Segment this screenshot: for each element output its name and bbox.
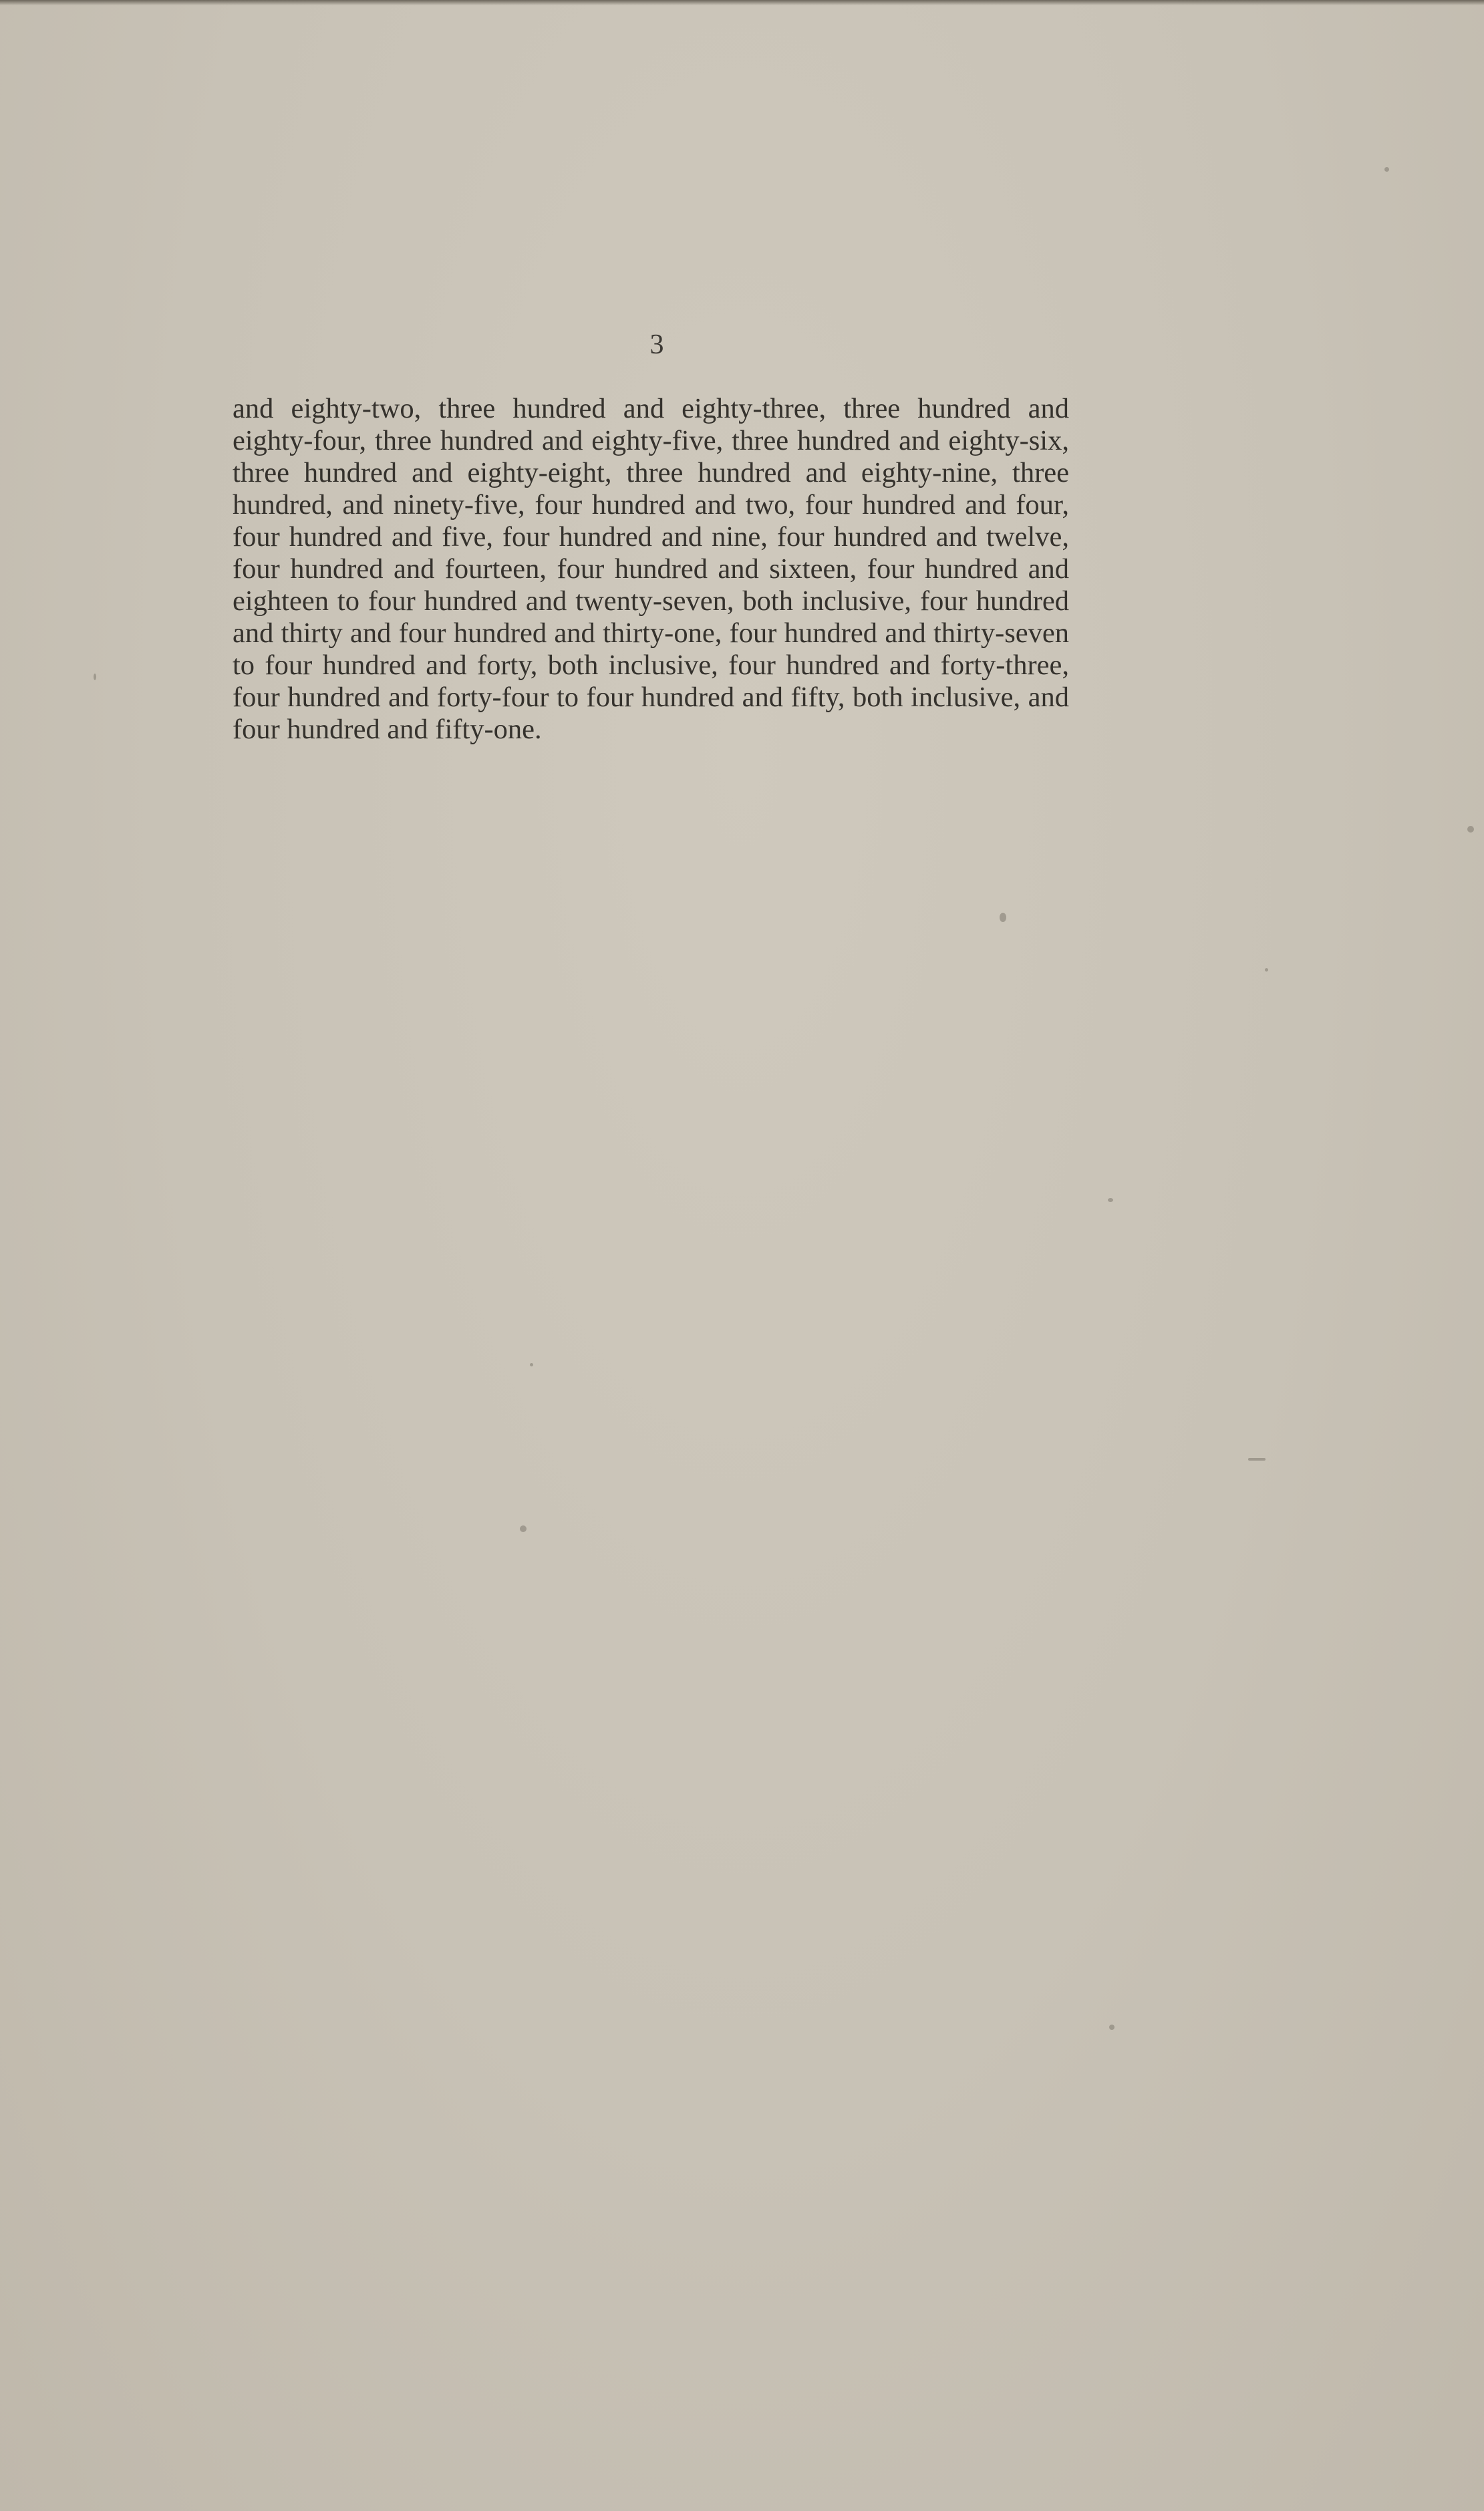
body-paragraph: and eighty-two, three hundred and eighty-three, three hundred and eighty-four, three hundred and eighty-five, three hundred and eighty-six, three hundred and eighty-eight, three hundred and eighty-nine, three hundred, and ninety-five, four hundred and two, four hundred and four, four hundred and five, four hundred and nine, four hundred and twelve, four hundred and fourteen, four hundred and sixteen, four hundred and eighteen to four hundred and twenty-seven, both inclusive, four hundred and thirty and four hundred and thirty-one, four hundred and thirty-seven to four hundred and forty, both inclusive, four hundred and forty-three, four hundred and forty-four to four hundred and fifty, both inclusive, and four hundred and fifty-one. — [233, 393, 1069, 745]
paper-speck — [1265, 968, 1268, 972]
paper-speck — [1108, 1198, 1113, 1202]
paper-speck — [520, 1525, 527, 1532]
paper-speck — [1109, 2025, 1115, 2030]
paper-speck — [1248, 1458, 1266, 1461]
paper-speck — [94, 674, 96, 680]
page-top-edge — [0, 0, 1484, 5]
paper-speck — [1000, 913, 1006, 922]
paper-speck — [1467, 826, 1474, 833]
paper-speck — [1384, 167, 1389, 172]
paper-speck — [530, 1363, 533, 1366]
page-number: 3 — [649, 329, 664, 360]
